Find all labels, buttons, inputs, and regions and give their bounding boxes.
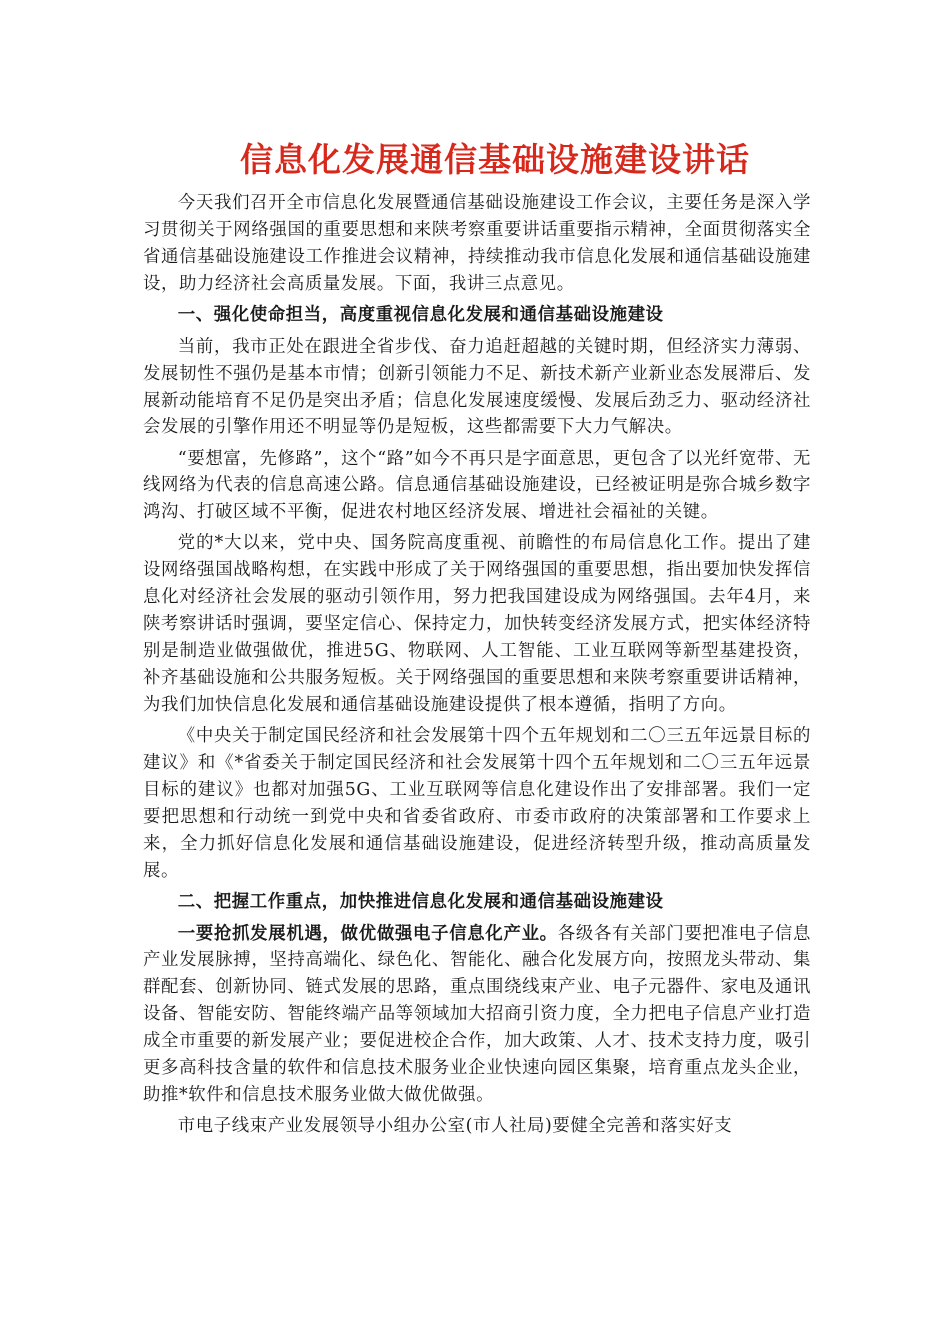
paragraph: 当前，我市正处在跟进全省步伐、奋力追赶超越的关键时期，但经济实力薄弱、发展韧性不强仍是基本市情；创新引领能力不足、新技术新产业新业态发展滞后、发展新动能培育不足仍是突出矛盾；信息化发展速度缓慢、发展后劲乏力、驱动经济社会发展的引擎作用还不明显等仍是短板，这些都需要下大力气解决。: [143, 336, 811, 438]
section-heading-1: 一、强化使命担当，高度重视信息化发展和通信基础设施建设: [177, 304, 664, 325]
paragraph: 党的*大以来，党中央、国务院高度重视、前瞻性的布局信息化工作。提出了建设网络强国战略构想，在实践中形成了关于网络强国的重要思想，指出要加快发挥信息化对经济社会发展的驱动引领作用，努力把我国建设成为网络强国。去年4月，来陕考察讲话时强调，要坚定信心、保持定力，加快转变经济发展方式，把实体经济特别是制造业做强做优，推进5G、物联网、人工智能、工业互联网等新型基建投资，补齐基础设施和公共服务短板。关于网络强国的重要思想和来陕考察重要讲话精神，为我们加快信息化发展和通信基础设施建设提供了根本遵循，指明了方向。: [143, 533, 811, 715]
paragraph: 市电子线束产业发展领导小组办公室(市人社局)要健全完善和落实好支: [177, 1116, 733, 1137]
paragraph: 《中央关于制定国民经济和社会发展第十四个五年规划和二〇三五年远景目标的建议》和《*省委关于制定国民经济和社会发展第十四个五年规划和二〇三五年远景目标的建议》也都对加强5G、工业互联网等信息化建设作出了安排部署。我们一定要把思想和行动统一到党中央和省委省政府、市委市政府的决策部署和工作要求上来，全力抓好信息化发展和通信基础设施建设，促进经济转型升级，推动高质量发展。: [143, 725, 811, 881]
document-body: [143, 190, 811, 1144]
paragraph: “要想富，先修路”，这个“路”如今不再只是字面意思，更包含了以光纤宽带、无线网络为代表的信息高速公路。信息通信基础设施建设，已经被证明是弥合城乡数字鸿沟、打破区域不平衡，促进农村地区经济发展、增进社会福祉的关键。: [143, 448, 811, 523]
paragraph-lead-bold: 一要抢抓发展机遇，做优做强电子信息化产业。: [177, 923, 558, 944]
document-title: 信息化发展通信基础设施建设讲话: [240, 140, 750, 179]
paragraph: [143, 921, 811, 1109]
paragraph-text: 各级各有关部门要把准电子信息产业发展脉搏，坚持高端化、绿色化、智能化、融合化发展方向，按照龙头带动、集群配套、创新协同、链式发展的思路，重点围绕线束产业、电子元器件、家电及通讯设备、智能安防、智能终端产品等领域加大招商引资力度，全力把电子信息产业打造成全市重要的新发展产业；要促进校企合作，加大政策、人才、技术支持力度，吸引更多高科技含量的软件和信息技术服务业企业快速向园区集聚，培育重点龙头企业，助推*软件和信息技术服务业做大做优做强。: [143, 923, 811, 1105]
section-heading-2: 二、把握工作重点，加快推进信息化发展和通信基础设施建设: [177, 891, 664, 912]
paragraph-intro: 今天我们召开全市信息化发展暨通信基础设施建设工作会议，主要任务是深入学习贯彻关于网络强国的重要思想和来陕考察重要讲话重要指示精神，全面贯彻落实全省通信基础设施建设工作推进会议精神，持续推动我市信息化发展和通信基础设施建设，助力经济社会高质量发展。下面，我讲三点意见。: [143, 193, 811, 294]
